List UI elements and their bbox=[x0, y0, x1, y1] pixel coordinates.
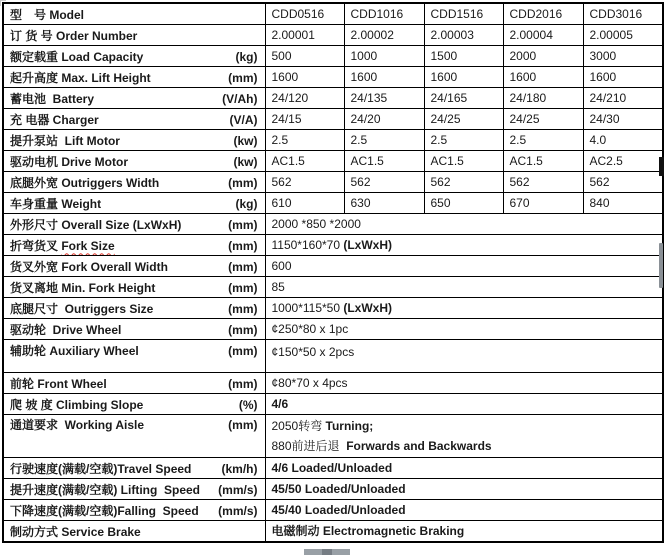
table-row-load-capacity bbox=[3, 46, 663, 67]
cell-battery-1: 24/120 bbox=[265, 88, 344, 109]
unit-charger: (V/A) bbox=[229, 112, 258, 127]
cell-charger-4: 24/25 bbox=[503, 109, 583, 130]
unit-drive-wheel: (mm) bbox=[228, 322, 258, 337]
cell-battery-2: 24/135 bbox=[344, 88, 424, 109]
table-row-outriggers-size bbox=[3, 298, 663, 319]
label-model: 型 号 Model bbox=[3, 3, 265, 25]
cell-order-number-4: 2.00004 bbox=[503, 25, 583, 46]
label-outriggers-width: 底腿外宽 Outriggers Width (mm) bbox=[3, 172, 265, 193]
cell-charger-1: 24/15 bbox=[265, 109, 344, 130]
label-fork-overall-width: 货叉外宽 Fork Overall Width (mm) bbox=[3, 256, 265, 277]
horizontal-scrollbar-notch bbox=[322, 549, 332, 555]
cell-model-3: CDD1516 bbox=[424, 3, 503, 25]
cell-min-fork-height-value: 85 bbox=[265, 277, 663, 298]
cell-outriggers-width-3: 562 bbox=[424, 172, 503, 193]
cell-charger-5: 24/30 bbox=[583, 109, 663, 130]
label-charger: 充 电器 Charger (V/A) bbox=[3, 109, 265, 130]
unit-lift-motor: (kw) bbox=[233, 133, 258, 148]
cell-model-4: CDD2016 bbox=[503, 3, 583, 25]
cell-load-capacity-4: 2000 bbox=[503, 46, 583, 67]
cell-drive-motor-4: AC1.5 bbox=[503, 151, 583, 172]
unit-overall-size: (mm) bbox=[228, 217, 258, 232]
unit-lifting-speed: (mm/s) bbox=[218, 482, 258, 497]
table-row-fork-size bbox=[3, 235, 663, 256]
table-row-overall-size bbox=[3, 214, 663, 235]
table-row-lift-motor bbox=[3, 130, 663, 151]
cell-lift-motor-5: 4.0 bbox=[583, 130, 663, 151]
cell-weight-5: 840 bbox=[583, 193, 663, 214]
unit-min-fork-height: (mm) bbox=[228, 280, 258, 295]
unit-falling-speed: (mm/s) bbox=[218, 503, 258, 518]
table-row-falling-speed bbox=[3, 500, 663, 521]
label-service-brake: 制动方式 Service Brake bbox=[3, 521, 265, 543]
spec-table-body bbox=[3, 3, 663, 542]
label-load-capacity: 额定载重 Load Capacity (kg) bbox=[3, 46, 265, 67]
cell-lift-motor-2: 2.5 bbox=[344, 130, 424, 151]
unit-climbing-slope: (%) bbox=[238, 397, 258, 412]
table-row-weight bbox=[3, 193, 663, 214]
cell-load-capacity-3: 1500 bbox=[424, 46, 503, 67]
table-row-travel-speed bbox=[3, 458, 663, 479]
cell-weight-4: 670 bbox=[503, 193, 583, 214]
table-row-min-fork-height bbox=[3, 277, 663, 298]
cell-order-number-3: 2.00003 bbox=[424, 25, 503, 46]
cell-drive-motor-1: AC1.5 bbox=[265, 151, 344, 172]
cell-drive-wheel-value: ¢250*80 x 1pc bbox=[265, 319, 663, 340]
cell-max-lift-height-1: 1600 bbox=[265, 67, 344, 88]
label-min-fork-height: 货叉离地 Min. Fork Height (mm) bbox=[3, 277, 265, 298]
cell-load-capacity-5: 3000 bbox=[583, 46, 663, 67]
table-row-climbing-slope bbox=[3, 394, 663, 415]
label-lifting-speed: 提升速度(满载/空载) Lifting Speed (mm/s) bbox=[3, 479, 265, 500]
cell-drive-motor-3: AC1.5 bbox=[424, 151, 503, 172]
label-battery: 蓄电池 Battery (V/Ah) bbox=[3, 88, 265, 109]
label-drive-wheel: 驱动轮 Drive Wheel (mm) bbox=[3, 319, 265, 340]
label-outriggers-size: 底腿尺寸 Outriggers Size (mm) bbox=[3, 298, 265, 319]
label-drive-motor: 驱动电机 Drive Motor (kw) bbox=[3, 151, 265, 172]
label-climbing-slope: 爬 坡 度 Climbing Slope (%) bbox=[3, 394, 265, 415]
cell-order-number-5: 2.00005 bbox=[583, 25, 663, 46]
cell-charger-2: 24/20 bbox=[344, 109, 424, 130]
right-edge-black-mark bbox=[659, 157, 664, 176]
cell-auxiliary-wheel-value: ¢150*50 x 2pcs bbox=[265, 340, 663, 373]
cell-weight-2: 630 bbox=[344, 193, 424, 214]
label-auxiliary-wheel: 辅助轮 Auxiliary Wheel (mm) bbox=[3, 340, 265, 373]
table-row-max-lift-height bbox=[3, 67, 663, 88]
cell-battery-3: 24/165 bbox=[424, 88, 503, 109]
label-working-aisle: 通道要求 Working Aisle (mm) bbox=[3, 415, 265, 458]
unit-drive-motor: (kw) bbox=[233, 154, 258, 169]
cell-lift-motor-1: 2.5 bbox=[265, 130, 344, 151]
cell-outriggers-width-1: 562 bbox=[265, 172, 344, 193]
cell-max-lift-height-4: 1600 bbox=[503, 67, 583, 88]
label-overall-size: 外形尺寸 Overall Size (LxWxH) (mm) bbox=[3, 214, 265, 235]
cell-model-2: CDD1016 bbox=[344, 3, 424, 25]
unit-fork-size: (mm) bbox=[228, 238, 258, 253]
cell-outriggers-size-value: 1000*115*50 (LxWxH) bbox=[265, 298, 663, 319]
unit-front-wheel: (mm) bbox=[228, 376, 258, 391]
cell-fork-overall-width-value: 600 bbox=[265, 256, 663, 277]
vertical-scrollbar-thumb[interactable] bbox=[659, 243, 663, 288]
cell-climbing-slope-value: 4/6 bbox=[265, 394, 663, 415]
cell-working-aisle-value: 2050转弯 Turning; 880前进后退 Forwards and Backwards bbox=[265, 415, 663, 458]
cell-charger-3: 24/25 bbox=[424, 109, 503, 130]
unit-working-aisle: (mm) bbox=[228, 418, 258, 432]
cell-max-lift-height-5: 1600 bbox=[583, 67, 663, 88]
label-lift-motor: 提升泵站 Lift Motor (kw) bbox=[3, 130, 265, 151]
table-row-drive-wheel bbox=[3, 319, 663, 340]
unit-battery: (V/Ah) bbox=[222, 91, 258, 106]
cell-overall-size-value: 2000 *850 *2000 bbox=[265, 214, 663, 235]
table-row-fork-overall-width bbox=[3, 256, 663, 277]
cell-service-brake-value: 电磁制动 Electromagnetic Braking bbox=[265, 521, 663, 543]
unit-max-lift-height: (mm) bbox=[228, 70, 258, 85]
cell-lift-motor-3: 2.5 bbox=[424, 130, 503, 151]
label-front-wheel: 前轮 Front Wheel (mm) bbox=[3, 373, 265, 394]
label-fork-size: 折弯货叉 Fork Size (mm) bbox=[3, 235, 265, 256]
cell-model-1: CDD0516 bbox=[265, 3, 344, 25]
cell-order-number-2: 2.00002 bbox=[344, 25, 424, 46]
table-row-outriggers-width bbox=[3, 172, 663, 193]
unit-fork-overall-width: (mm) bbox=[228, 259, 258, 274]
cell-outriggers-width-4: 562 bbox=[503, 172, 583, 193]
table-row-model bbox=[3, 3, 663, 25]
spellcheck-underline: Fork Size bbox=[61, 238, 115, 253]
cell-max-lift-height-2: 1600 bbox=[344, 67, 424, 88]
cell-max-lift-height-3: 1600 bbox=[424, 67, 503, 88]
spec-table bbox=[2, 2, 664, 543]
cell-outriggers-width-5: 562 bbox=[583, 172, 663, 193]
table-row-lifting-speed bbox=[3, 479, 663, 500]
cell-load-capacity-1: 500 bbox=[265, 46, 344, 67]
label-falling-speed: 下降速度(满载/空载)Falling Speed (mm/s) bbox=[3, 500, 265, 521]
cell-drive-motor-5: AC2.5 bbox=[583, 151, 663, 172]
table-row-service-brake bbox=[3, 521, 663, 543]
cell-drive-motor-2: AC1.5 bbox=[344, 151, 424, 172]
unit-outriggers-width: (mm) bbox=[228, 175, 258, 190]
unit-load-capacity: (kg) bbox=[235, 49, 258, 64]
table-row-working-aisle bbox=[3, 415, 663, 458]
label-weight: 车身重量 Weight (kg) bbox=[3, 193, 265, 214]
label-travel-speed: 行驶速度(满载/空载)Travel Speed (km/h) bbox=[3, 458, 265, 479]
table-row-battery bbox=[3, 88, 663, 109]
unit-outriggers-size: (mm) bbox=[228, 301, 258, 316]
cell-model-5: CDD3016 bbox=[583, 3, 663, 25]
cell-weight-1: 610 bbox=[265, 193, 344, 214]
label-max-lift-height: 起升高度 Max. Lift Height (mm) bbox=[3, 67, 265, 88]
cell-front-wheel-value: ¢80*70 x 4pcs bbox=[265, 373, 663, 394]
cell-travel-speed-value: 4/6 Loaded/Unloaded bbox=[265, 458, 663, 479]
label-order-number: 订 货 号 Order Number bbox=[3, 25, 265, 46]
table-row-drive-motor bbox=[3, 151, 663, 172]
cell-load-capacity-2: 1000 bbox=[344, 46, 424, 67]
table-row-front-wheel bbox=[3, 373, 663, 394]
cell-weight-3: 650 bbox=[424, 193, 503, 214]
cell-lifting-speed-value: 45/50 Loaded/Unloaded bbox=[265, 479, 663, 500]
unit-travel-speed: (km/h) bbox=[221, 461, 258, 476]
cell-battery-4: 24/180 bbox=[503, 88, 583, 109]
unit-auxiliary-wheel: (mm) bbox=[228, 344, 258, 358]
unit-weight: (kg) bbox=[235, 196, 258, 211]
horizontal-scrollbar-thumb[interactable] bbox=[304, 549, 350, 555]
cell-outriggers-width-2: 562 bbox=[344, 172, 424, 193]
cell-falling-speed-value: 45/40 Loaded/Unloaded bbox=[265, 500, 663, 521]
table-row-order-number bbox=[3, 25, 663, 46]
cell-battery-5: 24/210 bbox=[583, 88, 663, 109]
cell-order-number-1: 2.00001 bbox=[265, 25, 344, 46]
table-row-auxiliary-wheel bbox=[3, 340, 663, 373]
cell-fork-size-value: 1150*160*70 (LxWxH) bbox=[265, 235, 663, 256]
table-row-charger bbox=[3, 109, 663, 130]
cell-lift-motor-4: 2.5 bbox=[503, 130, 583, 151]
